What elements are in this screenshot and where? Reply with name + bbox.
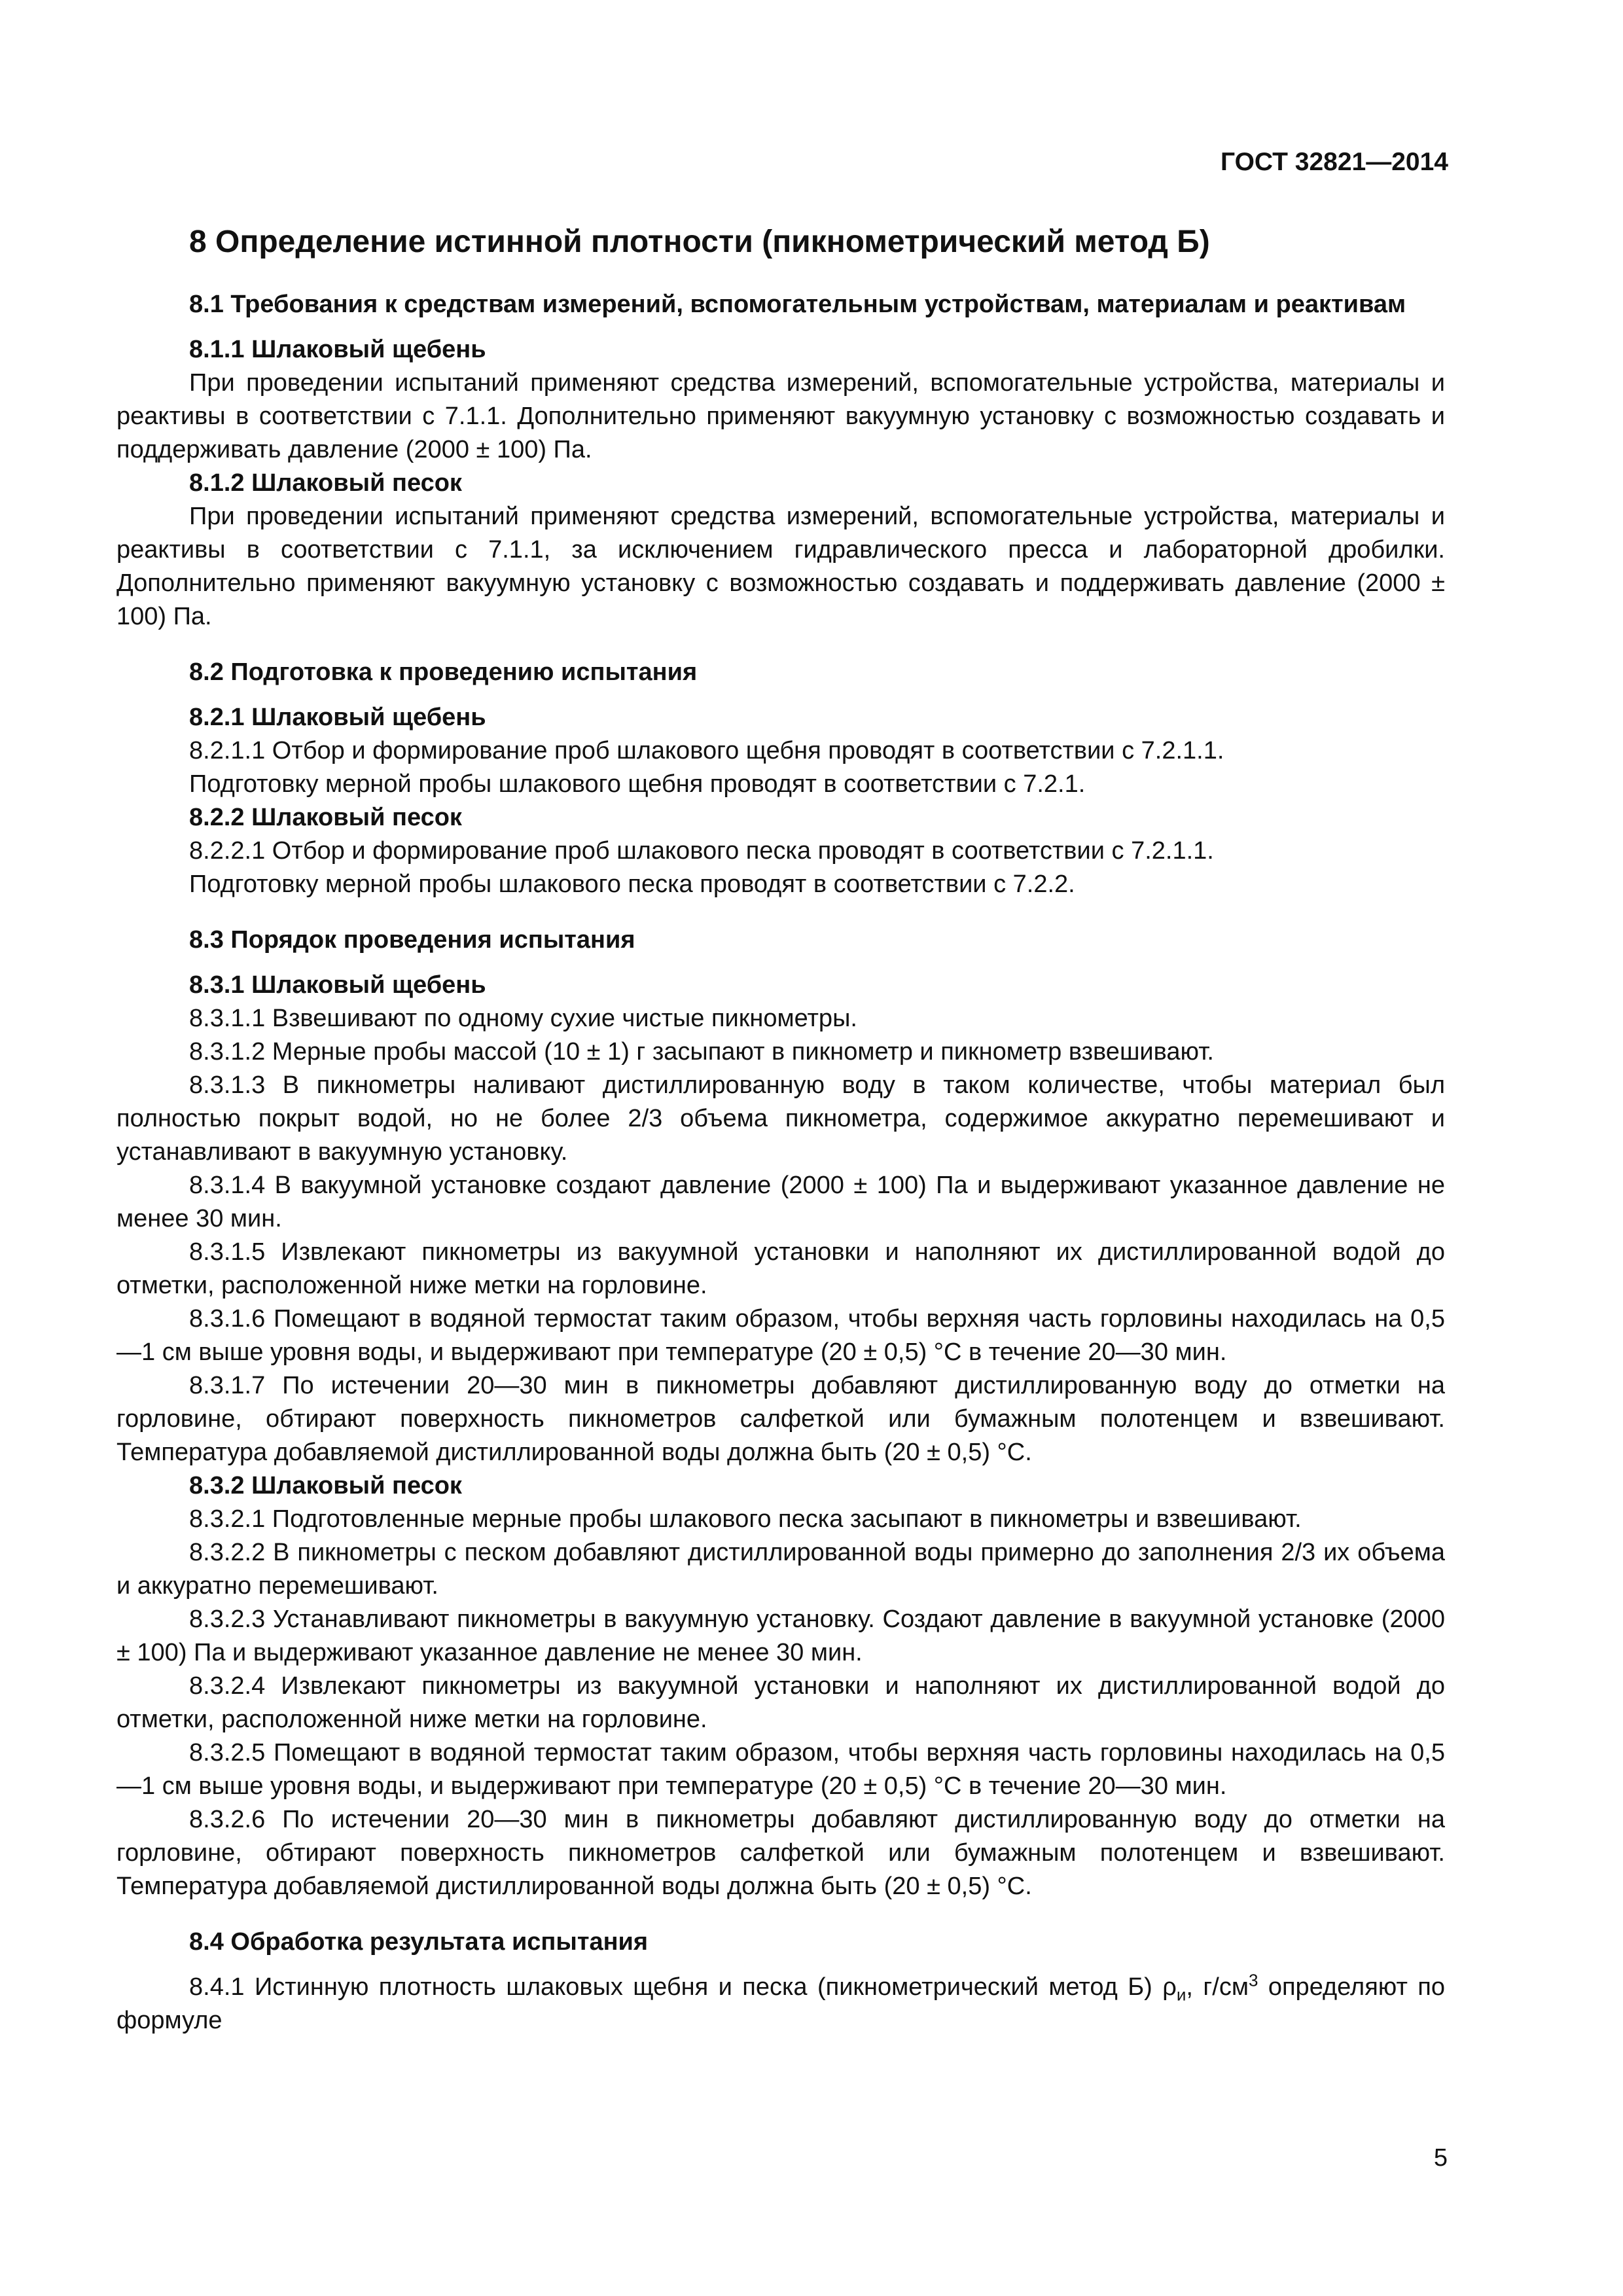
- section-8-3-title: 8.3 Порядок проведения испытания: [189, 926, 635, 954]
- paragraph: При проведении испытаний применяют средства измерений, вспомогательные устройства, материалы и реактивы в соответствии с 7.1.1, за исключением гидравлического пресса и лабораторной дробилки. Дополнительно применяют вакуумную установку с возможностью создавать и поддерживать давление (2000 ± 100) Па.: [116, 503, 1445, 630]
- section-8-1-2-title: 8.1.2 Шлаковый песок: [189, 469, 462, 497]
- paragraph: Подготовку мерной пробы шлакового песка проводят в соответствии с 7.2.2.: [189, 870, 1075, 898]
- page-number: 5: [1433, 2144, 1448, 2172]
- section-8-4-title: 8.4 Обработка результата испытания: [189, 1928, 649, 1956]
- paragraph: 8.3.1.6 Помещают в водяной термостат таким образом, чтобы верхняя часть горловины находилась на 0,5—1 см выше уровня воды, и выдерживают при температуре (20 ± 0,5) °С в течение 20—30 мин.: [116, 1305, 1445, 1366]
- paragraph: 8.3.2.4 Извлекают пикнометры из вакуумной установки и наполняют их дистиллированной водой до отметки, расположенной ниже метки на горловине.: [116, 1672, 1445, 1733]
- section-8-1-1-title: 8.1.1 Шлаковый щебень: [189, 336, 486, 363]
- paragraph: При проведении испытаний применяют средства измерений, вспомогательные устройства, материалы и реактивы в соответствии с 7.1.1. Дополнительно применяют вакуумную установку с возможностью создавать и поддерживать давление (2000 ± 100) Па.: [116, 369, 1445, 463]
- paragraph: 8.3.2.5 Помещают в водяной термостат таким образом, чтобы верхняя часть горловины находилась на 0,5—1 см выше уровня воды, и выдерживают при температуре (20 ± 0,5) °С в течение 20—30 мин.: [116, 1739, 1445, 1800]
- density-subscript: и: [1176, 1984, 1186, 2005]
- section-8-2-2-title: 8.2.2 Шлаковый песок: [189, 804, 462, 831]
- section-8-2-1-title: 8.2.1 Шлаковый щебень: [189, 704, 486, 731]
- paragraph: 8.3.2.6 По истечении 20—30 мин в пикнометры добавляют дистиллированную воду до отметки на горловине, обтирают поверхность пикнометров салфеткой или бумажным полотенцем и взвешивают. Температура добавляемой дистиллированной воды должна быть (20 ± 0,5) °С.: [116, 1806, 1445, 1900]
- section-8-2-title: 8.2 Подготовка к проведению испытания: [189, 658, 698, 686]
- section-8-1-title: 8.1 Требования к средствам измерений, вспомогательным устройствам, материалам и реактивам: [189, 291, 1406, 318]
- paragraph: 8.3.1.1 Взвешивают по одному сухие чистые пикнометры.: [189, 1005, 857, 1032]
- paragraph: 8.3.2.2 В пикнометры с песком добавляют дистиллированной воды примерно до заполнения 2/3 их объема и аккуратно перемешивают.: [116, 1539, 1445, 1600]
- paragraph: 8.3.1.4 В вакуумной установке создают давление (2000 ± 100) Па и выдерживают указанное давление не менее 30 мин.: [116, 1172, 1445, 1232]
- paragraph: 8.3.1.7 По истечении 20—30 мин в пикнометры добавляют дистиллированную воду до отметки на горловине, обтирают поверхность пикнометров салфеткой или бумажным полотенцем и взвешивают. Температура добавляемой дистиллированной воды должна быть (20 ± 0,5) °С.: [116, 1372, 1445, 1466]
- paragraph: 8.3.2.1 Подготовленные мерные пробы шлакового песка засыпают в пикнометры и взвешивают.: [189, 1505, 1302, 1533]
- paragraph: Подготовку мерной пробы шлакового щебня проводят в соответствии с 7.2.1.: [189, 770, 1086, 798]
- paragraph: 8.2.2.1 Отбор и формирование проб шлакового песка проводят в соответствии с 7.2.1.1.: [189, 837, 1214, 865]
- paragraph: 8.3.1.2 Мерные пробы массой (10 ± 1) г засыпают в пикнометр и пикнометр взвешивают.: [189, 1038, 1214, 1066]
- formula-intro-paragraph: 8.4.1 Истинную плотность шлаковых щебня и песка (пикнометрический метод Б) $\rho_и$, $г/см^3$ определяют по формуле: [116, 1970, 1445, 2034]
- document-body: [116, 207, 1445, 2037]
- paragraph: 8.3.1.3 В пикнометры наливают дистиллированную воду в таком количестве, чтобы материал был полностью покрыт водой, но не более 2/3 объема пикнометра, содержимое аккуратно перемешивают и устанавливают в вакуумную установку.: [116, 1071, 1445, 1166]
- section-8-3-1-title: 8.3.1 Шлаковый щебень: [189, 971, 486, 999]
- paragraph: 8.3.2.3 Устанавливают пикнометры в вакуумную установку. Создают давление в вакуумной установке (2000 ± 100) Па и выдерживают указанное давление не менее 30 мин.: [116, 1605, 1445, 1666]
- density-symbol: ρ: [1162, 1973, 1177, 2001]
- paragraph: 8.2.1.1 Отбор и формирование проб шлакового щебня проводят в соответствии с 7.2.1.1.: [189, 737, 1224, 764]
- doc-code-header: ГОСТ 32821—2014: [1221, 148, 1448, 176]
- section-8-3-2-title: 8.3.2 Шлаковый песок: [189, 1472, 462, 1499]
- paragraph: 8.3.1.5 Извлекают пикнометры из вакуумной установки и наполняют их дистиллированной водой до отметки, расположенной ниже метки на горловине.: [116, 1238, 1445, 1299]
- unit-superscript: 3: [1248, 1970, 1258, 1990]
- section-8-title: 8 Определение истинной плотности (пикнометрический метод Б): [189, 224, 1210, 259]
